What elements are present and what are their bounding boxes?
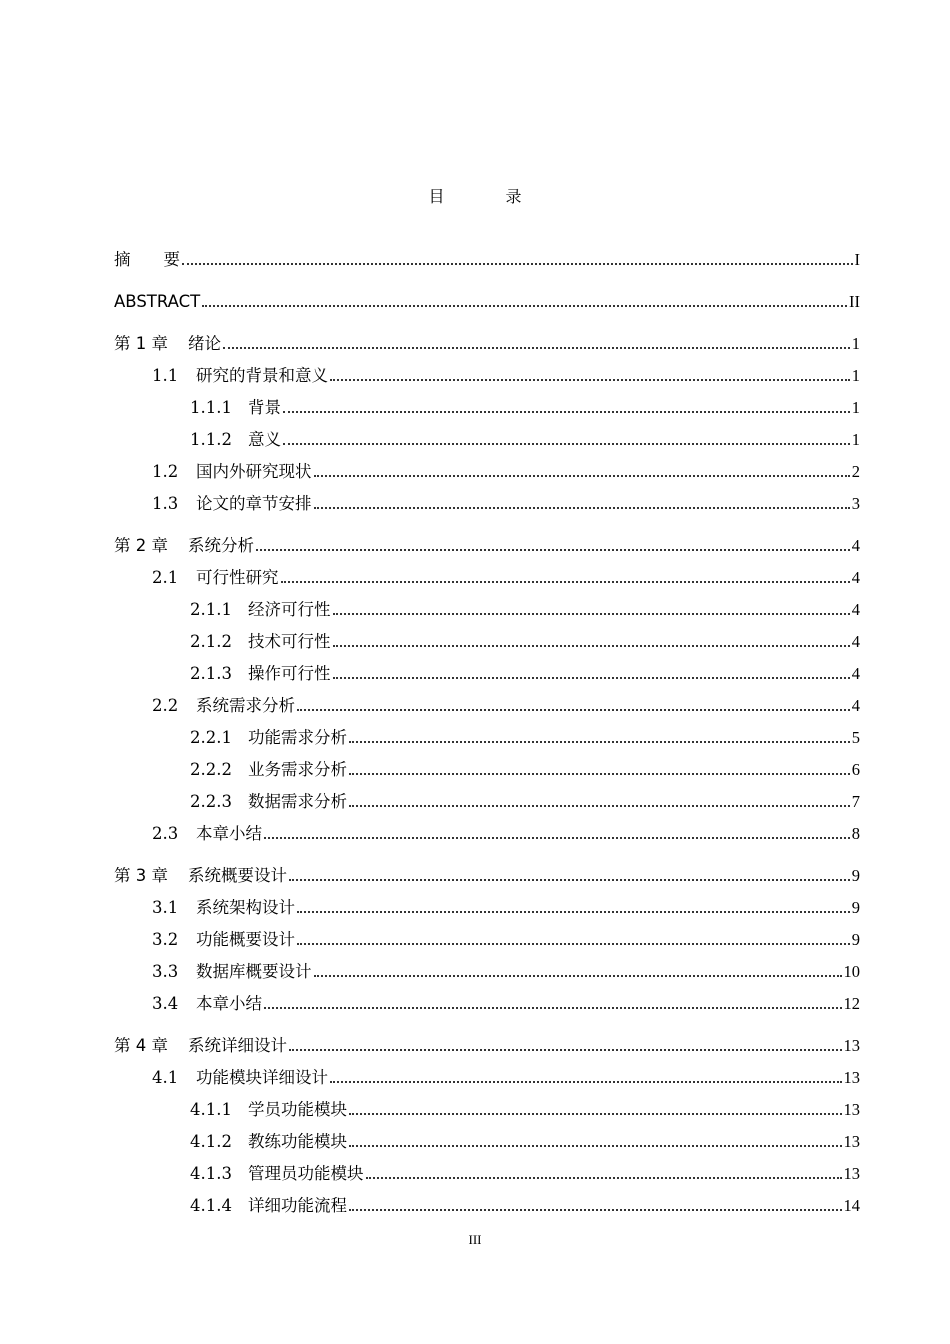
toc-entry-number: 2.2.1	[190, 728, 232, 747]
toc-entry-page: 9	[851, 866, 860, 885]
toc-entry-label: 操作可行性	[248, 664, 331, 683]
toc-entry-label: 系统架构设计	[196, 898, 295, 917]
toc-entry-page: I	[854, 250, 860, 269]
dot-leader	[349, 740, 850, 743]
dot-leader	[297, 910, 850, 913]
dot-leader	[281, 580, 850, 583]
toc-entry[interactable]	[114, 1030, 860, 1062]
dot-leader	[297, 942, 850, 945]
dot-leader	[283, 410, 850, 413]
toc-entry-number: 4.1.3	[190, 1164, 232, 1183]
toc-entry-page: 13	[843, 1100, 860, 1119]
toc-entry-number: 1.2	[152, 462, 179, 481]
toc-entry-label: 摘 要	[114, 250, 180, 269]
toc-entry-number: 第 1 章	[114, 334, 168, 353]
toc-entry[interactable]	[114, 690, 860, 722]
page-title: 目 录	[428, 187, 550, 206]
toc-entry-label: 系统概要设计	[188, 866, 287, 885]
toc-entry-number: 4.1.4	[190, 1196, 232, 1215]
toc-entry-number: 2.1.2	[190, 632, 232, 651]
toc-entry-label: 技术可行性	[248, 632, 331, 651]
toc-entry-page: 14	[843, 1196, 860, 1215]
toc-entry-number: 2.2	[152, 696, 179, 715]
toc-entry[interactable]	[114, 924, 860, 956]
toc-entry-label: 数据需求分析	[248, 792, 347, 811]
toc-entry-number: 3.2	[152, 930, 179, 949]
toc-entry-page: 13	[843, 1068, 860, 1087]
toc-entry-number: 1.1	[152, 366, 179, 385]
toc-entry-page: 1	[851, 430, 860, 449]
toc-entry-number: 2.1	[152, 568, 179, 587]
toc-entry-label: 背景	[248, 398, 281, 417]
toc-entry-label: 国内外研究现状	[196, 462, 312, 481]
dot-leader	[349, 772, 850, 775]
dot-leader	[330, 378, 850, 381]
toc-entry-number: 3.1	[152, 898, 179, 917]
toc-entry-label: 功能需求分析	[248, 728, 347, 747]
toc-entry[interactable]	[114, 286, 860, 318]
toc-entry-page: 3	[851, 494, 860, 513]
toc-entry-number: 第 3 章	[114, 866, 168, 885]
toc-entry-number: 4.1.2	[190, 1132, 232, 1151]
toc-entry-page: II	[849, 292, 860, 311]
toc-entry-label: 意义	[248, 430, 281, 449]
toc-entry-page: 9	[851, 930, 860, 949]
toc-entry-number: 第 2 章	[114, 536, 168, 555]
dot-leader	[349, 1208, 842, 1211]
toc-entry[interactable]	[114, 244, 860, 276]
toc-entry-page: 5	[851, 728, 860, 747]
toc-entry-number: 3.4	[152, 994, 179, 1013]
toc-entry[interactable]	[114, 1062, 860, 1094]
toc-entry-number: 4.1	[152, 1068, 179, 1087]
dot-leader	[349, 1144, 842, 1147]
toc-entry[interactable]	[114, 594, 860, 626]
toc-entry-label: 系统分析	[188, 536, 254, 555]
toc-entry[interactable]	[114, 658, 860, 690]
toc-entry-page: 6	[851, 760, 860, 779]
dot-leader	[297, 708, 850, 711]
toc-entry-number: 2.2.3	[190, 792, 232, 811]
toc-entry-page: 7	[851, 792, 860, 811]
toc-entry-label: 可行性研究	[196, 568, 279, 587]
toc-entry[interactable]	[114, 328, 860, 360]
toc-entry-number: 2.3	[152, 824, 179, 843]
toc-entry[interactable]	[114, 956, 860, 988]
toc-entry-label: 研究的背景和意义	[196, 366, 328, 385]
dot-leader	[314, 474, 850, 477]
toc-entry[interactable]	[114, 860, 860, 892]
toc-entry-label: 详细功能流程	[248, 1196, 347, 1215]
toc-entry[interactable]	[114, 722, 860, 754]
toc-entry[interactable]	[114, 892, 860, 924]
toc-entry[interactable]	[114, 1190, 860, 1222]
toc-entry-label: ABSTRACT	[114, 292, 201, 311]
toc-entry-label: 系统详细设计	[188, 1036, 287, 1055]
dot-leader	[314, 974, 842, 977]
toc-entry-number: 1.1.1	[190, 398, 232, 417]
toc-entry[interactable]	[114, 1094, 860, 1126]
toc-entry-label: 论文的章节安排	[196, 494, 312, 513]
toc-entry-label: 绪论	[188, 334, 221, 353]
toc-entry[interactable]	[114, 786, 860, 818]
toc-entry-page: 10	[843, 962, 860, 981]
toc-entry[interactable]	[114, 530, 860, 562]
toc-entry-page: 4	[851, 632, 860, 651]
toc-entry[interactable]	[114, 626, 860, 658]
toc-entry-label: 功能模块详细设计	[196, 1068, 328, 1087]
toc-entry-label: 业务需求分析	[248, 760, 347, 779]
toc-entry-label: 教练功能模块	[248, 1132, 347, 1151]
toc-entry-label: 管理员功能模块	[248, 1164, 364, 1183]
toc-entry-number: 2.1.1	[190, 600, 232, 619]
dot-leader	[366, 1176, 842, 1179]
toc-entry-label: 功能概要设计	[196, 930, 295, 949]
toc-entry-number: 1.3	[152, 494, 179, 513]
toc-entry[interactable]	[114, 754, 860, 786]
toc-entry-page: 4	[851, 664, 860, 683]
toc-entry-number: 第 4 章	[114, 1036, 168, 1055]
dot-leader	[333, 612, 850, 615]
dot-leader	[333, 644, 850, 647]
dot-leader	[289, 1048, 842, 1051]
dot-leader	[330, 1080, 842, 1083]
dot-leader	[283, 442, 850, 445]
toc-entry-number: 3.3	[152, 962, 179, 981]
dot-leader	[349, 804, 850, 807]
toc-entry[interactable]	[114, 818, 860, 850]
dot-leader	[256, 548, 850, 551]
toc-entry-label: 本章小结	[196, 994, 262, 1013]
toc-entry-page: 8	[851, 824, 860, 843]
dot-leader	[182, 262, 853, 265]
toc-entry-page: 13	[843, 1164, 860, 1183]
toc-entry-label: 数据库概要设计	[196, 962, 312, 981]
toc-entry[interactable]	[114, 456, 860, 488]
toc-entry-page: 1	[851, 334, 860, 353]
toc-entry-page: 4	[851, 696, 860, 715]
toc-entry[interactable]	[114, 424, 860, 456]
toc-entry-label: 经济可行性	[248, 600, 331, 619]
toc-entry-page: 1	[851, 366, 860, 385]
toc-entry-label: 本章小结	[196, 824, 262, 843]
dot-leader	[223, 346, 850, 349]
toc-entry-number: 1.1.2	[190, 430, 232, 449]
page-number-footer: III	[468, 1232, 482, 1247]
toc-entry[interactable]	[114, 562, 860, 594]
toc-entry[interactable]	[114, 1158, 860, 1190]
toc-entry-number: 2.1.3	[190, 664, 232, 683]
dot-leader	[264, 1006, 842, 1009]
toc-entry-page: 4	[851, 568, 860, 587]
dot-leader	[202, 304, 847, 307]
dot-leader	[333, 676, 850, 679]
toc-entry-page: 2	[851, 462, 860, 481]
dot-leader	[314, 506, 850, 509]
dot-leader	[349, 1112, 842, 1115]
dot-leader	[289, 878, 850, 881]
toc-entry[interactable]	[114, 1126, 860, 1158]
toc-entry-page: 4	[851, 600, 860, 619]
dot-leader	[264, 836, 850, 839]
toc-entry-page: 13	[843, 1132, 860, 1151]
toc-entry[interactable]	[114, 488, 860, 520]
toc-entry-page: 4	[851, 536, 860, 555]
table-of-contents	[114, 244, 860, 1222]
toc-entry-page: 1	[851, 398, 860, 417]
toc-entry[interactable]	[114, 392, 860, 424]
toc-entry-page: 9	[851, 898, 860, 917]
toc-entry-page: 13	[843, 1036, 860, 1055]
toc-entry-number: 4.1.1	[190, 1100, 232, 1119]
toc-entry[interactable]	[114, 988, 860, 1020]
toc-entry-label: 系统需求分析	[196, 696, 295, 715]
toc-entry-label: 学员功能模块	[248, 1100, 347, 1119]
toc-entry-number: 2.2.2	[190, 760, 232, 779]
toc-entry-page: 12	[843, 994, 860, 1013]
toc-entry[interactable]	[114, 360, 860, 392]
